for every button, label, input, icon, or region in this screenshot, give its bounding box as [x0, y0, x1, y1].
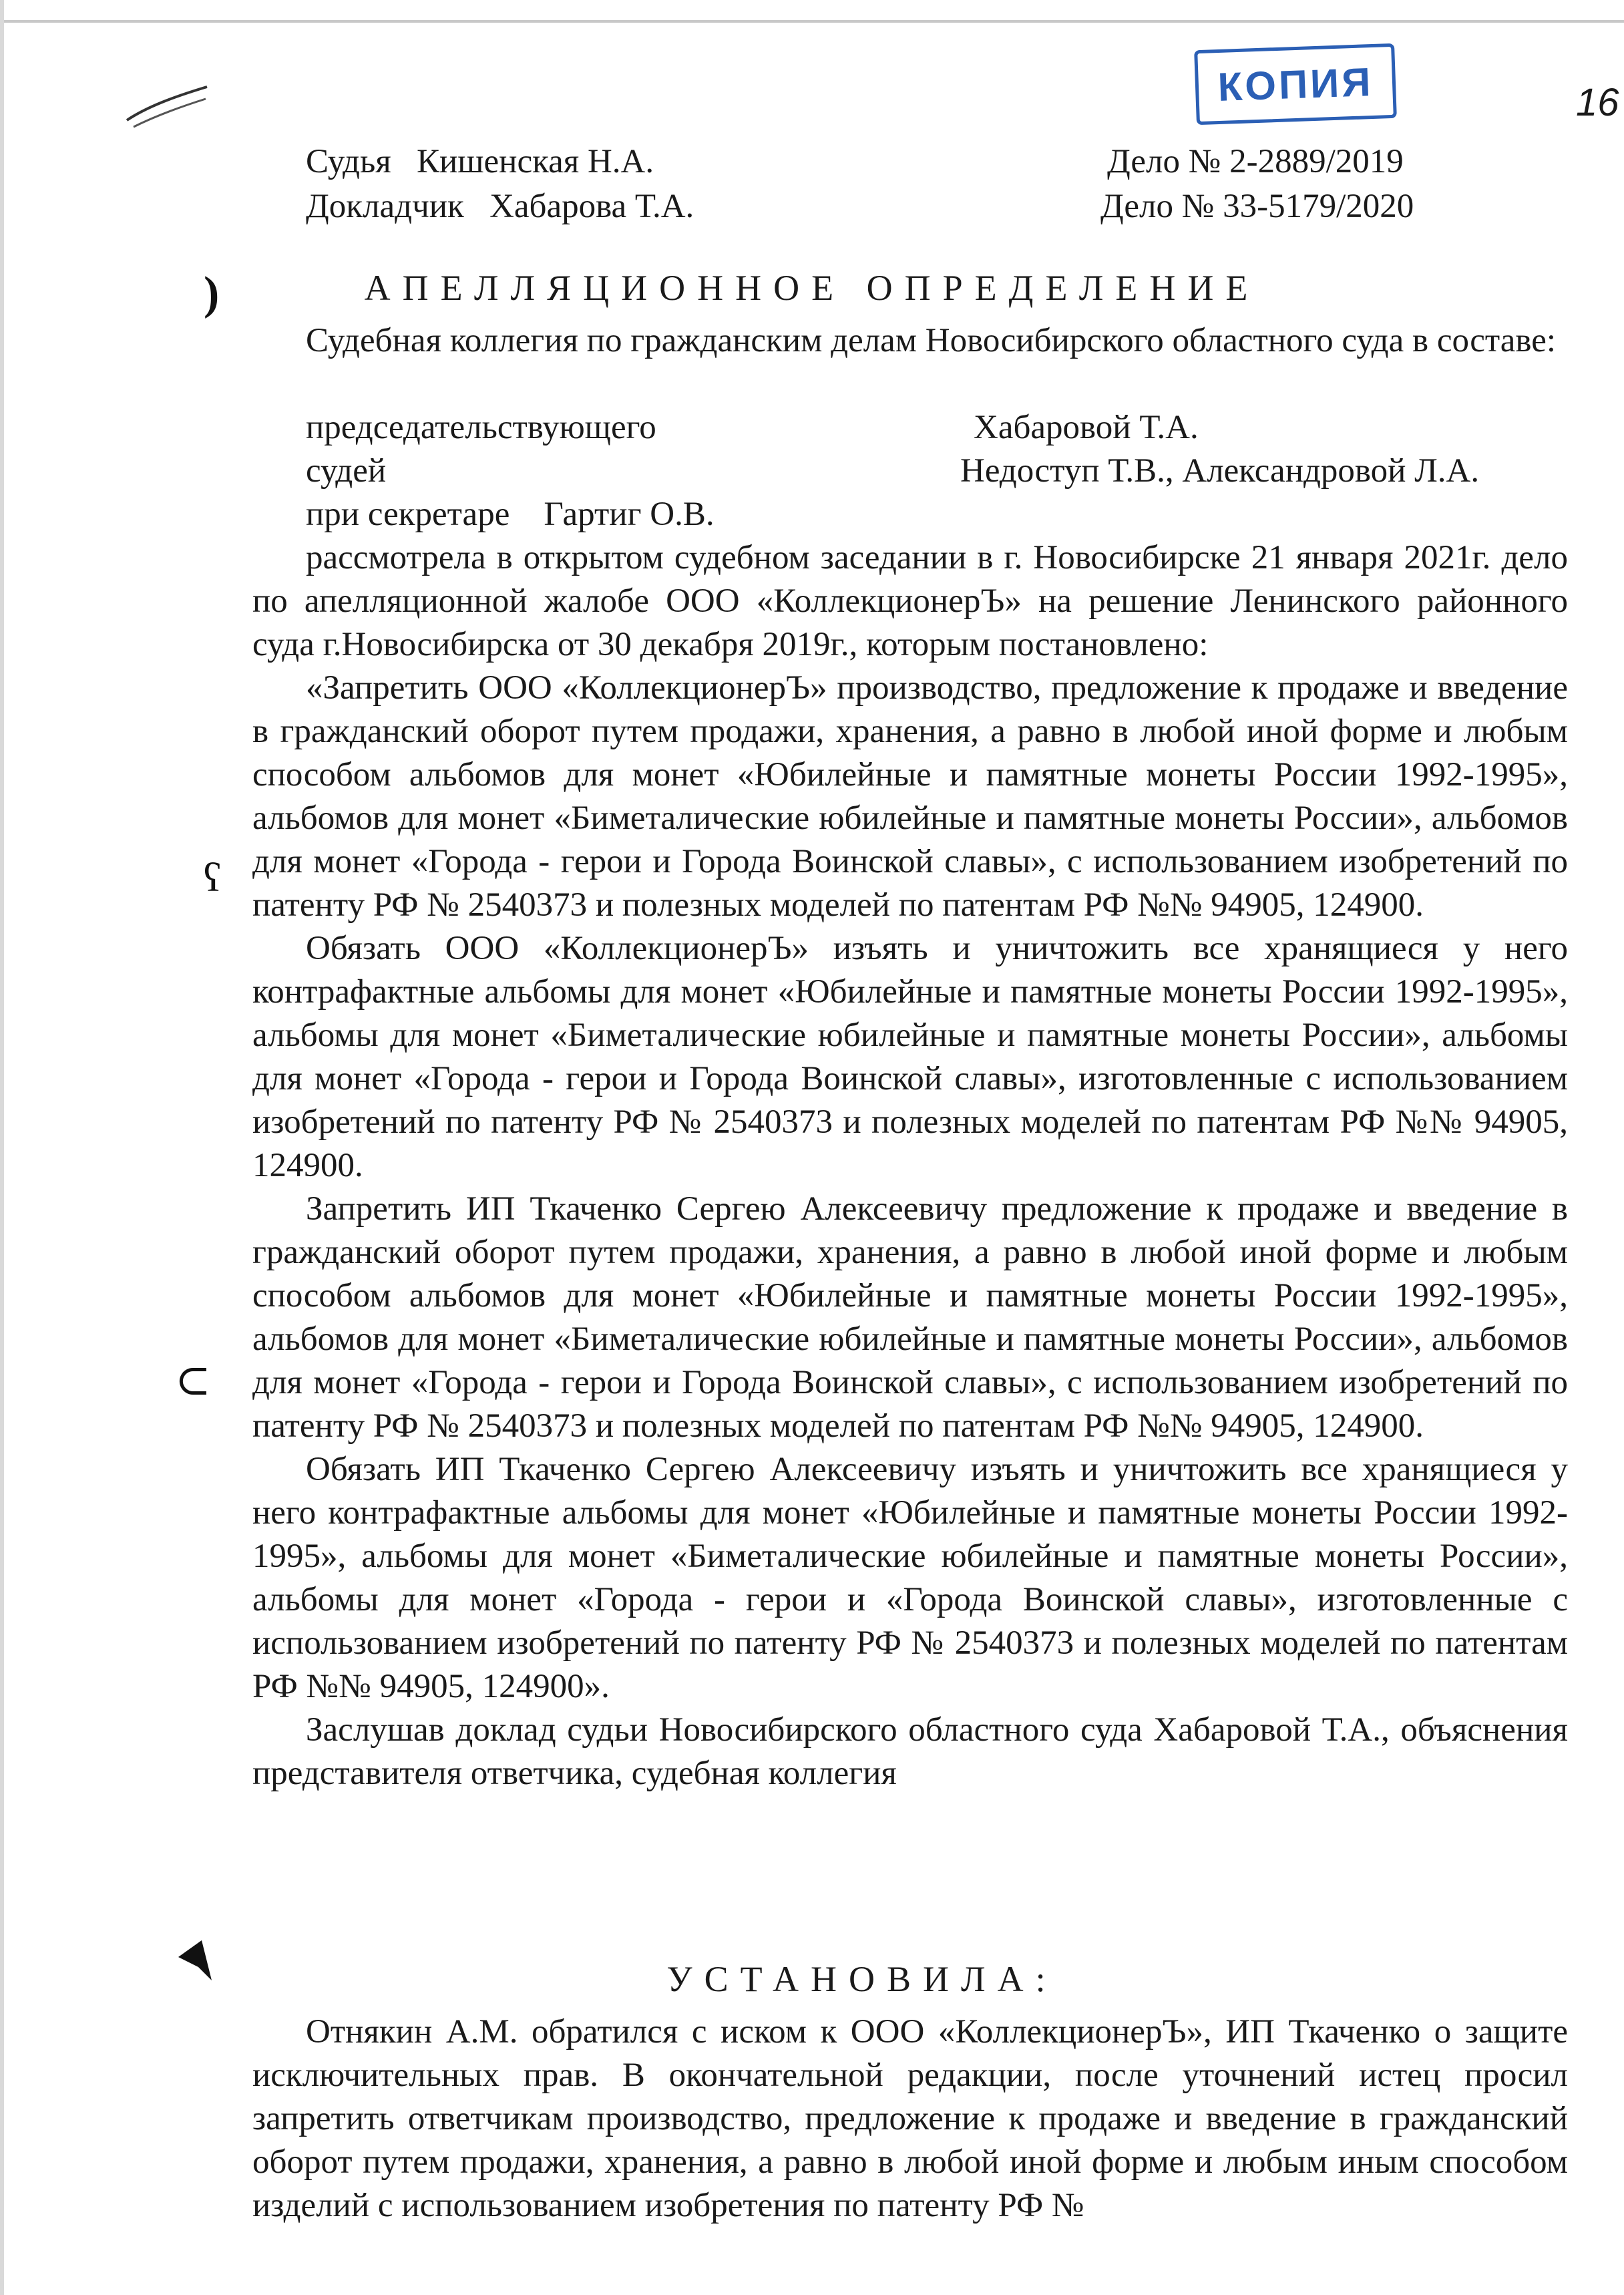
composition-intro: Судебная коллегия по гражданским делам Новосибирского областного суда в составе:	[306, 322, 1557, 359]
margin-mark: )	[204, 268, 220, 319]
judge-line: Судья Кишенская Н.А.	[306, 143, 654, 180]
margin-mark: ʕ	[204, 856, 222, 900]
margin-mark: ⊂	[175, 1357, 211, 1404]
paragraph: рассмотрела в открытом судебном заседании в г. Новосибирске 21 января 2021г. дело по апелляционной жалобе ООО «КоллекционерЪ» на решение Ленинского районного суда г.Новосибирска от 30 декабря 2019г., которым постановлено:	[252, 539, 1568, 663]
page-number: 16	[1576, 81, 1619, 124]
judges-label: судей	[306, 452, 387, 490]
paragraph: Обязать ИП Ткаченко Сергею Алексеевичу изъять и уничтожить все хранящиеся у него контрафактные альбомы для монет «Юбилейные и памятные монеты России 1992-1995», альбомы для монет «Биметалические юбилейные и памятные монеты России», альбомы для монет «Города - герои и «Города Воинской славы», изготовленные с использованием изобретений по патенту РФ № 2540373 и полезных моделей по патентам РФ №№ 94905, 124900».	[252, 1451, 1568, 1705]
paragraph: Заслушав доклад судьи Новосибирского областного суда Хабаровой Т.А., объяснения представителя ответчика, судебная коллегия	[252, 1711, 1568, 1792]
scan-left-edge	[0, 0, 4, 2295]
judges-names: Недоступ Т.В., Александровой Л.А.	[960, 452, 1480, 490]
scan-edge-line	[0, 20, 1624, 23]
secretary-line: при секретаре Гартиг О.В.	[306, 496, 715, 533]
paragraph: Отнякин А.М. обратился с иском к ООО «КоллекционерЪ», ИП Ткаченко о защите исключительных прав. В окончательной редакции, после уточнений истец просил запретить ответчикам производство, предложение к продаже и введение в гражданский оборот путем продажи, хранения, а равно в любой иной форме и любым иным способом изделий с использованием изобретения по патенту РФ №	[252, 2013, 1568, 2224]
paragraph: «Запретить ООО «КоллекционерЪ» производство, предложение к продаже и введение в гражданский оборот путем продажи, хранения, а равно в любой иной форме и любым способом альбомов для монет «Юбилейные и памятные монеты России 1992-1995», альбомов для монет «Биметалические юбилейные и памятные монеты России», альбомов для монет «Города - герои и Города Воинской славы», с использованием изобретений по патенту РФ № 2540373 и полезных моделей по патентам РФ №№ 94905, 124900.	[252, 669, 1568, 924]
document-title: АПЕЛЛЯЦИОННОЕ ОПРЕДЕЛЕНИЕ	[364, 268, 1260, 308]
case-number-1: Дело № 2-2889/2019	[1107, 143, 1404, 180]
paragraph: Запретить ИП Ткаченко Сергею Алексеевичу предложение к продаже и введение в гражданский оборот путем продажи, хранения, а равно в любой иной форме и любым способом альбомов для монет «Юбилейные и памятные монеты России 1992-1995», альбомов для монет «Биметалические юбилейные и памятные монеты России», альбомов для монет «Города - герои и Города Воинской славы», с использованием изобретений по патенту РФ № 2540373 и полезных моделей по патентам РФ №№ 94905, 124900.	[252, 1190, 1568, 1445]
body-text	[252, 536, 1568, 1795]
section-title: УСТАНОВИЛА:	[666, 1959, 1058, 1999]
paragraph: Обязать ООО «КоллекционерЪ» изъять и уничтожить все хранящиеся у него контрафактные альбомы для монет «Юбилейные и памятные монеты России 1992-1995», альбомы для монет «Биметалические юбилейные и памятные монеты России», альбомы для монет «Города - герои и Города Воинской славы», изготовленные с использованием изобретений по патенту РФ № 2540373 и полезных моделей по патентам РФ №№ 94905, 124900.	[252, 930, 1568, 1184]
case-number-2: Дело № 33-5179/2020	[1100, 188, 1414, 225]
copy-stamp: КОПИЯ	[1194, 43, 1397, 125]
closing-text	[252, 2010, 1568, 2228]
presiding-name: Хабаровой Т.А.	[974, 409, 1199, 446]
presiding-label: председательствующего	[306, 409, 656, 446]
reporter-line: Докладчик Хабарова Т.А.	[306, 188, 694, 225]
pen-stroke-mark	[120, 80, 214, 134]
